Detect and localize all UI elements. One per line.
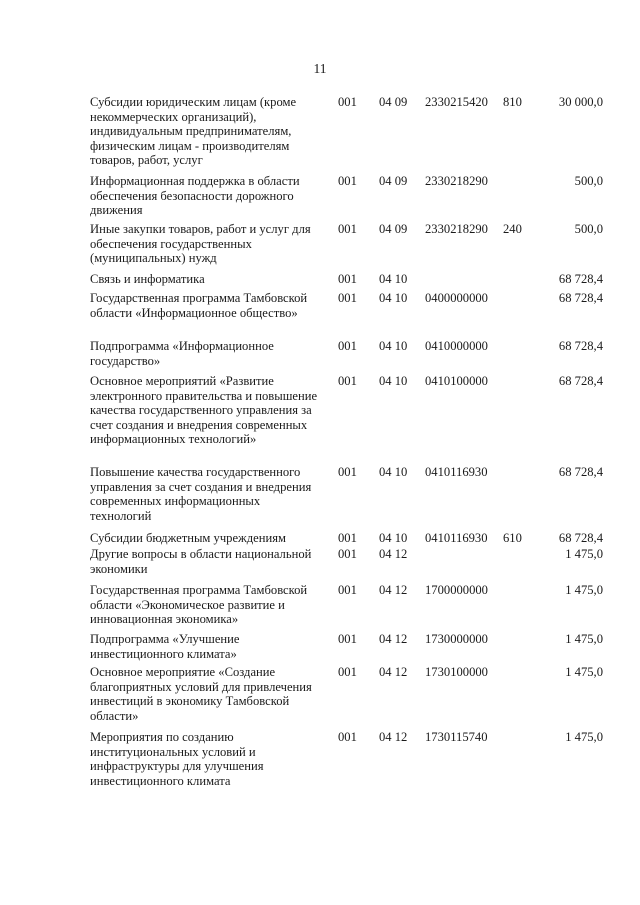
amount: 1 475,0: [565, 665, 603, 679]
row-name: Мероприятия по созданию институциональных условий и инфраструктуры для улучшения инвестиционного климата: [90, 730, 264, 788]
section-code: 04 10: [379, 339, 408, 353]
amount: 1 475,0: [565, 583, 603, 597]
ministry-code: 001: [338, 465, 357, 479]
row-name: Иные закупки товаров, работ и услуг для обеспечения государственных (муниципальных) нужд: [90, 222, 311, 266]
amount: 68 728,4: [558, 291, 603, 305]
expense-type-code: 810: [503, 95, 522, 109]
amount: 500,0: [574, 222, 603, 236]
ministry-code: 001: [338, 339, 357, 353]
ministry-code: 001: [338, 95, 357, 109]
ministry-code: 001: [338, 272, 357, 286]
row-name: Подпрограмма «Информационное государство»: [90, 339, 274, 368]
amount: 1 475,0: [565, 730, 603, 744]
ministry-code: 001: [338, 547, 357, 561]
section-code: 04 10: [379, 291, 408, 305]
section-code: 04 10: [379, 374, 408, 388]
amount: 68 728,4: [558, 272, 603, 286]
section-code: 04 10: [379, 531, 408, 545]
target-code: 1730000000: [425, 632, 488, 646]
section-code: 04 09: [379, 222, 408, 236]
amount: 30 000,0: [558, 95, 603, 109]
section-code: 04 09: [379, 95, 408, 109]
target-code: 2330215420: [425, 95, 488, 109]
row-name: Государственная программа Тамбовской области «Информационное общество»: [90, 291, 308, 320]
target-code: 2330218290: [425, 222, 488, 236]
section-code: 04 10: [379, 272, 408, 286]
row-name: Субсидии юридическим лицам (кроме некоммерческих организаций), индивидуальным предпринимателям, физическим лицам - производителям товаров, работ, услуг: [90, 95, 297, 168]
ministry-code: 001: [338, 583, 357, 597]
target-code: 0410100000: [425, 374, 488, 388]
row-name: Субсидии бюджетным учреждениям: [90, 531, 286, 545]
section-code: 04 12: [379, 730, 408, 744]
row-name: Информационная поддержка в области обеспечения безопасности дорожного движения: [90, 174, 300, 218]
amount: 1 475,0: [565, 632, 603, 646]
row-name: Государственная программа Тамбовской области «Экономическое развитие и инновационная экономика»: [90, 583, 308, 627]
section-code: 04 12: [379, 665, 408, 679]
target-code: 2330218290: [425, 174, 488, 188]
amount: 1 475,0: [565, 547, 603, 561]
section-code: 04 12: [379, 583, 408, 597]
row-name: Другие вопросы в области национальной экономики: [90, 547, 312, 576]
row-name: Подпрограмма «Улучшение инвестиционного климата»: [90, 632, 240, 661]
ministry-code: 001: [338, 632, 357, 646]
ministry-code: 001: [338, 291, 357, 305]
row-name: Повышение качества государственного управления за счет создания и внедрения современных информационных технологий: [90, 465, 312, 523]
target-code: 1730100000: [425, 665, 488, 679]
row-name: Связь и информатика: [90, 272, 205, 286]
amount: 68 728,4: [558, 465, 603, 479]
amount: 500,0: [574, 174, 603, 188]
page-number: 11: [313, 61, 327, 76]
target-code: 0410116930: [425, 465, 488, 479]
expense-type-code: 610: [503, 531, 522, 545]
ministry-code: 001: [338, 374, 357, 388]
amount: 68 728,4: [558, 339, 603, 353]
amount: 68 728,4: [558, 374, 603, 388]
ministry-code: 001: [338, 730, 357, 744]
target-code: 0410000000: [425, 339, 488, 353]
target-code: 1700000000: [425, 583, 488, 597]
target-code: 0410116930: [425, 531, 488, 545]
expense-type-code: 240: [503, 222, 522, 236]
section-code: 04 09: [379, 174, 408, 188]
ministry-code: 001: [338, 665, 357, 679]
ministry-code: 001: [338, 174, 357, 188]
row-name: Основное мероприятий «Развитие электронного правительства и повышение качества государственного управления за счет создания и внедрения современных информационных технологий»: [90, 374, 318, 447]
target-code: 0400000000: [425, 291, 488, 305]
ministry-code: 001: [338, 531, 357, 545]
section-code: 04 12: [379, 547, 408, 561]
amount: 68 728,4: [558, 531, 603, 545]
target-code: 1730115740: [425, 730, 488, 744]
row-name: Основное мероприятие «Создание благоприятных условий для привлечения инвестиций в экономику Тамбовской области»: [90, 665, 312, 723]
section-code: 04 10: [379, 465, 408, 479]
ministry-code: 001: [338, 222, 357, 236]
section-code: 04 12: [379, 632, 408, 646]
